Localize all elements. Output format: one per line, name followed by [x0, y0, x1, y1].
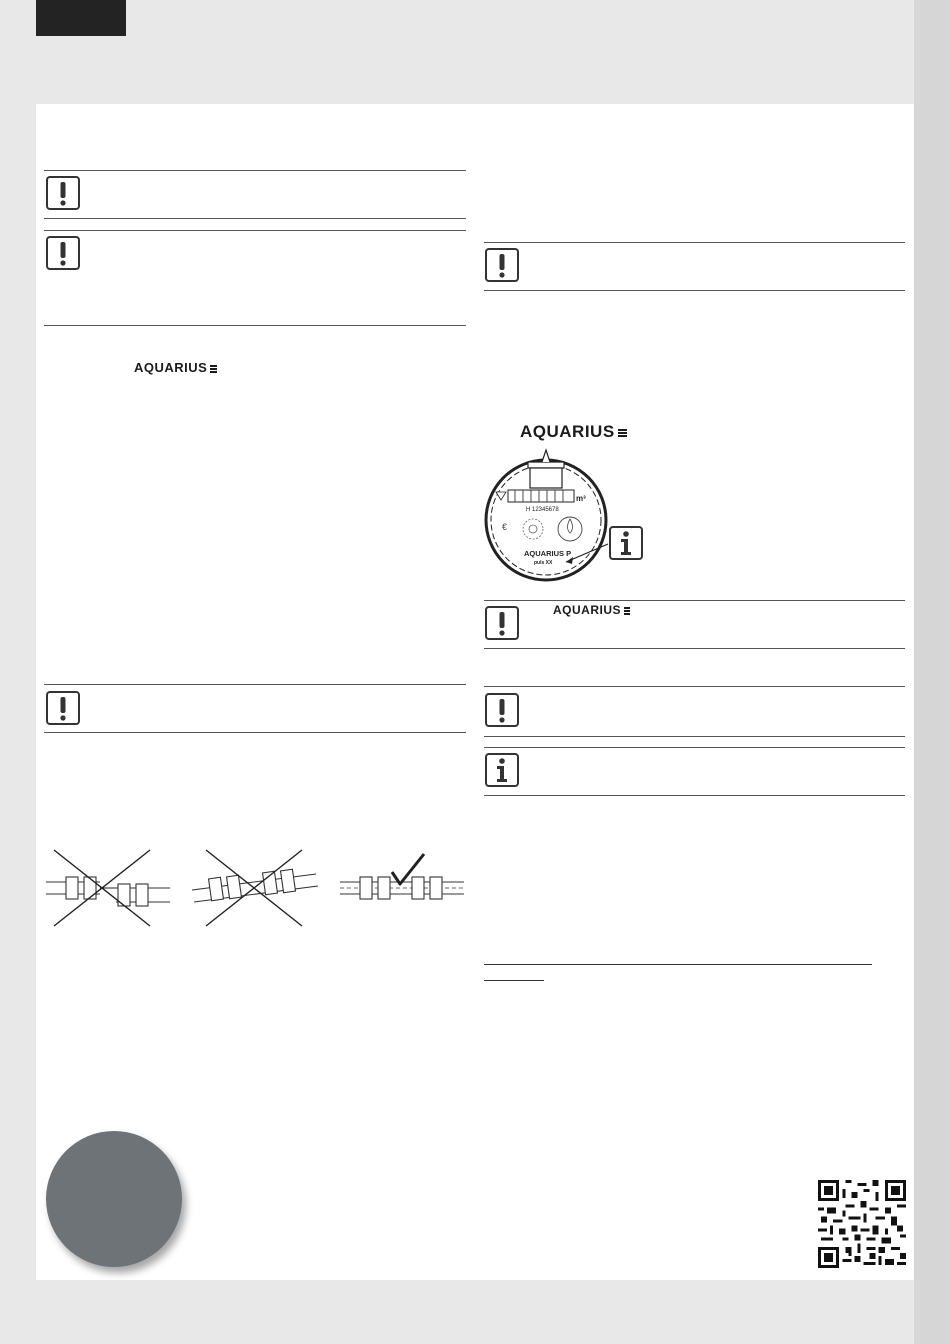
divider	[484, 648, 905, 649]
brand-logo: AQUARIUS	[553, 603, 630, 617]
warning-exclamation-icon	[46, 691, 80, 725]
warning-exclamation-icon	[485, 248, 519, 282]
warning-exclamation-icon	[46, 176, 80, 210]
divider	[484, 600, 905, 601]
right-edge-strip	[914, 0, 950, 1344]
meter-unit: m³	[576, 494, 586, 503]
divider	[44, 218, 466, 219]
meter-pulse-label: puls XX	[534, 560, 553, 566]
divider	[44, 230, 466, 231]
info-icon	[609, 526, 643, 560]
water-meter-illustration	[484, 448, 612, 583]
info-icon	[485, 753, 519, 787]
divider	[484, 747, 905, 748]
pipe-diagram-angled	[192, 869, 318, 902]
link-underline[interactable]	[484, 980, 544, 981]
section-tab	[36, 0, 126, 36]
divider	[484, 686, 905, 687]
divider	[44, 732, 466, 733]
brand-logo: AQUARIUS	[134, 360, 217, 375]
link-underline[interactable]	[484, 964, 872, 965]
meter-model: AQUARIUS P	[524, 549, 572, 558]
divider	[44, 170, 466, 171]
installation-diagrams	[44, 846, 468, 930]
divider	[484, 736, 905, 737]
brand-logo: AQUARIUS	[520, 422, 627, 442]
page-badge	[46, 1131, 182, 1267]
pipe-diagram-misaligned	[46, 877, 170, 906]
divider	[484, 795, 905, 796]
divider	[484, 242, 905, 243]
manual-page	[36, 104, 914, 1280]
warning-exclamation-icon	[46, 236, 80, 270]
meter-serial: H 12345678	[526, 507, 559, 513]
divider	[44, 684, 466, 685]
warning-exclamation-icon	[485, 693, 519, 727]
warning-exclamation-icon	[485, 606, 519, 640]
divider	[44, 325, 466, 326]
qr-code[interactable]	[818, 1180, 906, 1268]
svg-text:€: €	[502, 522, 508, 532]
divider	[484, 290, 905, 291]
